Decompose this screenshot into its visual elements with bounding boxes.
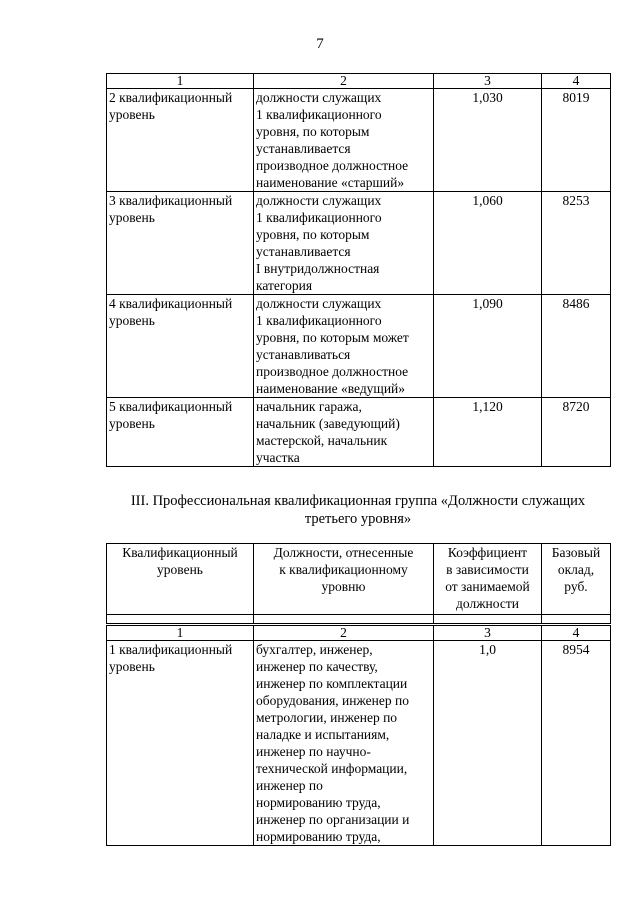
level-cell: [107, 89, 254, 192]
text-line: 1 квалификационного: [256, 210, 382, 225]
salary-table-second-level: [106, 73, 611, 467]
text-line: инженер по комплектации: [256, 676, 408, 691]
text-line: категория: [256, 278, 313, 293]
salary-cell: 8019: [542, 89, 611, 192]
positions-cell: [254, 641, 434, 846]
column-number-row: [107, 625, 611, 641]
text-line: наименование «ведущий»: [256, 381, 406, 396]
salary-cell: 8954: [542, 641, 611, 846]
text-line: бухгалтер, инженер,: [256, 642, 373, 657]
text-line: участка: [256, 450, 300, 465]
text-line: нормированию труда,: [256, 795, 381, 810]
text-line: Квалификационный: [122, 545, 238, 560]
table-row: [107, 295, 611, 398]
coefficient-cell: 1,0: [434, 641, 542, 846]
text-line: к квалификационному: [279, 562, 408, 577]
column-header: [107, 544, 254, 615]
text-line: уровень: [109, 107, 155, 122]
level-cell: [107, 398, 254, 467]
table-row: [107, 192, 611, 295]
text-line: уровня, по которым может: [256, 330, 409, 345]
text-line: инженер по научно-: [256, 744, 371, 759]
text-line: производное должностное: [256, 158, 409, 173]
level-cell: [107, 641, 254, 846]
text-line: должности: [456, 596, 519, 611]
text-line: III. Профессиональная квалификационная группа «Должности служащих: [130, 493, 586, 509]
text-line: от занимаемой: [445, 579, 530, 594]
text-line: инженер по качеству,: [256, 659, 378, 674]
coefficient-cell: 1,060: [434, 192, 542, 295]
text-line: в зависимости: [446, 562, 529, 577]
text-line: должности служащих: [256, 90, 382, 105]
column-number-cell: 1: [107, 74, 254, 89]
positions-cell: [254, 192, 434, 295]
text-line: уровень: [109, 659, 155, 674]
text-line: устанавливается: [256, 244, 351, 259]
column-header: [542, 544, 611, 615]
header-row: [107, 544, 611, 615]
text-line: технической информации,: [256, 761, 408, 776]
text-line: 1 квалификационного: [256, 313, 382, 328]
positions-cell: [254, 89, 434, 192]
text-line: оборудования, инженер по: [256, 693, 409, 708]
text-line: Базовый: [551, 545, 601, 560]
text-line: наладке и испытаниям,: [256, 727, 390, 742]
text-line: уровень: [109, 416, 155, 431]
text-line: уровня, по которым: [256, 124, 370, 139]
column-number-cell: 2: [254, 74, 434, 89]
text-line: 3 квалификационный: [109, 193, 233, 208]
column-number-row: [107, 74, 611, 89]
salary-table-third-level: [106, 543, 611, 846]
text-line: оклад,: [557, 562, 595, 577]
text-line: мастерской, начальник: [256, 433, 388, 448]
text-line: уровня, по которым: [256, 227, 370, 242]
text-line: I внутридолжностная: [256, 261, 380, 276]
separator-cell: [434, 615, 542, 625]
text-line: руб.: [564, 579, 588, 594]
salary-cell: 8253: [542, 192, 611, 295]
column-number-cell: 2: [254, 625, 434, 641]
separator-cell: [107, 615, 254, 625]
text-line: третьего уровня»: [304, 511, 412, 527]
text-line: уровень: [109, 313, 155, 328]
text-line: Коэффициент: [447, 545, 528, 560]
table-row: [107, 89, 611, 192]
table-row: [107, 641, 611, 846]
text-line: устанавливается: [256, 141, 351, 156]
text-line: наименование «старший»: [256, 175, 405, 190]
text-line: должности служащих: [256, 296, 382, 311]
text-line: 1 квалификационного: [256, 107, 382, 122]
text-line: производное должностное: [256, 364, 409, 379]
column-header: [254, 544, 434, 615]
text-line: инженер по организации и: [256, 812, 410, 827]
column-header: [434, 544, 542, 615]
text-line: метрологии, инженер по: [256, 710, 398, 725]
separator-cell: [254, 615, 434, 625]
column-number-cell: 3: [434, 625, 542, 641]
positions-cell: [254, 295, 434, 398]
text-line: начальник гаража,: [256, 399, 362, 414]
text-line: 2 квалификационный: [109, 90, 233, 105]
section-title: [100, 492, 616, 528]
page-number: 7: [316, 36, 324, 52]
positions-cell: [254, 398, 434, 467]
coefficient-cell: 1,090: [434, 295, 542, 398]
text-line: 1 квалификационный: [109, 642, 233, 657]
text-line: начальник (заведующий): [256, 416, 400, 431]
table-row: [107, 398, 611, 467]
text-line: 4 квалификационный: [109, 296, 233, 311]
salary-cell: 8486: [542, 295, 611, 398]
text-line: устанавливаться: [256, 347, 351, 362]
column-number-cell: 4: [542, 625, 611, 641]
column-number-cell: 1: [107, 625, 254, 641]
column-number-cell: 4: [542, 74, 611, 89]
coefficient-cell: 1,030: [434, 89, 542, 192]
salary-cell: 8720: [542, 398, 611, 467]
text-line: нормированию труда,: [256, 829, 381, 844]
column-number-cell: 3: [434, 74, 542, 89]
coefficient-cell: 1,120: [434, 398, 542, 467]
text-line: уровень: [157, 562, 203, 577]
level-cell: [107, 295, 254, 398]
header-separator: [107, 615, 611, 625]
text-line: должности служащих: [256, 193, 382, 208]
level-cell: [107, 192, 254, 295]
text-line: Должности, отнесенные: [273, 545, 414, 560]
text-line: уровень: [109, 210, 155, 225]
text-line: инженер по: [256, 778, 323, 793]
text-line: 5 квалификационный: [109, 399, 233, 414]
separator-cell: [542, 615, 611, 625]
text-line: уровню: [321, 579, 366, 594]
